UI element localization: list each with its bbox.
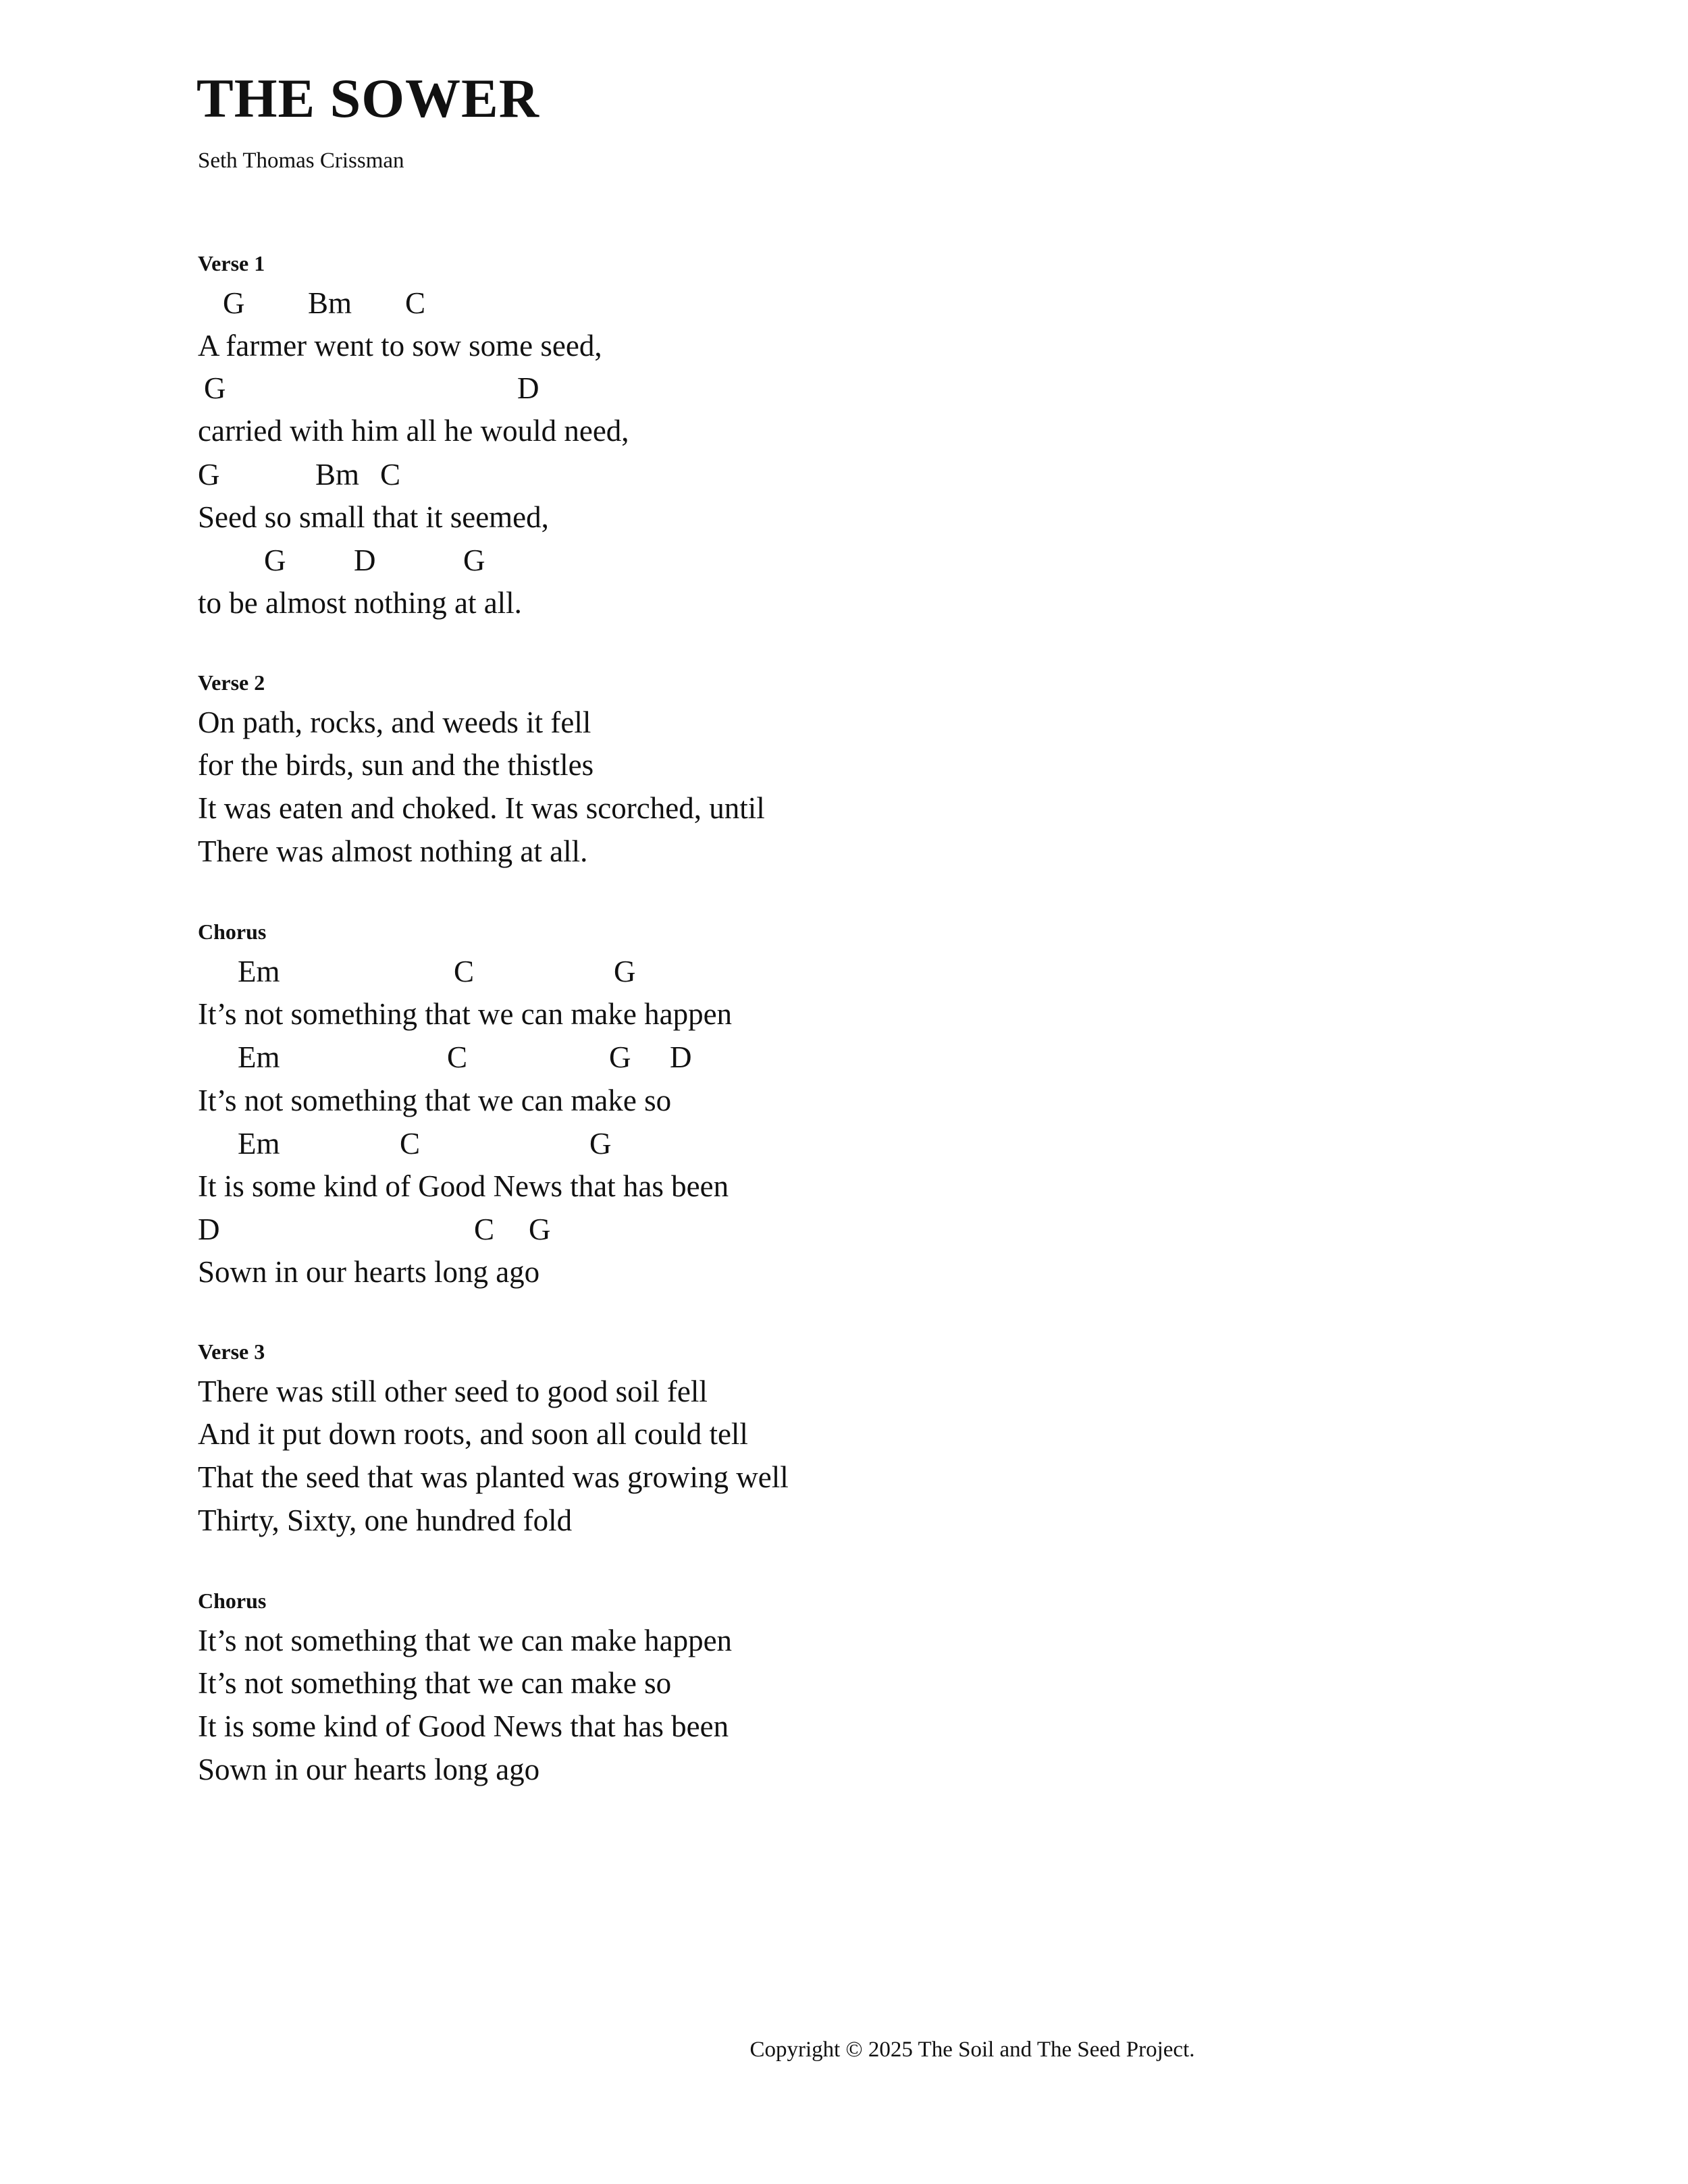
- verse3-heading: Verse 3: [198, 1339, 265, 1364]
- chorus1-chord: Em: [238, 1127, 280, 1161]
- chorus1-chord: G: [589, 1127, 612, 1161]
- chorus2-lyric-line: Sown in our hearts long ago: [198, 1753, 540, 1786]
- chorus1-chord: Em: [238, 1040, 280, 1074]
- chorus1-lyric-line: It is some kind of Good News that has been: [198, 1169, 729, 1203]
- copyright-footer: [0, 2039, 1688, 2061]
- chorus1-chord: C: [400, 1127, 421, 1161]
- chorus2-lyric-line: It’s not something that we can make so: [198, 1666, 672, 1700]
- verse1-chord: Bm: [308, 286, 352, 320]
- verse1-chord: D: [517, 371, 539, 405]
- chorus1-chord: C: [447, 1040, 468, 1074]
- chorus1-chord: Em: [238, 955, 280, 988]
- verse1-lyric-line: to be almost nothing at all.: [198, 586, 522, 620]
- song-title: THE SOWER: [196, 68, 539, 129]
- chorus2-lyric-line: It is some kind of Good News that has been: [198, 1709, 729, 1743]
- verse1-lyric-line: A farmer went to sow some seed,: [198, 329, 602, 363]
- chorus1-lyric-line: It’s not something that we can make so: [198, 1084, 672, 1117]
- verse2-heading: Verse 2: [198, 670, 265, 695]
- chorus1-chord: G: [609, 1040, 631, 1074]
- verse3-lyric-line: That the seed that was planted was growing well: [198, 1460, 789, 1494]
- chorus1-chord: D: [198, 1213, 220, 1246]
- verse1-chord: G: [463, 543, 485, 577]
- verse1-chord: D: [354, 543, 376, 577]
- verse1-chord: C: [405, 286, 426, 320]
- chorus1-lyric-line: It’s not something that we can make happen: [198, 997, 733, 1031]
- verse3-lyric-line: There was still other seed to good soil fell: [198, 1375, 708, 1408]
- chorus1-chord: D: [670, 1040, 692, 1074]
- verse2-lyric-line: for the birds, sun and the thistles: [198, 748, 594, 782]
- verse3-lyric-line: Thirty, Sixty, one hundred fold: [198, 1503, 573, 1537]
- verse1-chord: G: [264, 543, 286, 577]
- chorus1-heading: Chorus: [198, 920, 267, 944]
- verse2-lyric-line: It was eaten and choked. It was scorched, until: [198, 791, 765, 825]
- song-author: Seth Thomas Crissman: [198, 149, 404, 173]
- chorus2-heading: Chorus: [198, 1589, 267, 1613]
- chorus1-chord: C: [454, 955, 475, 988]
- chorus1-chord: G: [614, 955, 636, 988]
- verse1-lyric-line: carried with him all he would need,: [198, 414, 629, 448]
- verse1-lyric-line: Seed so small that it seemed,: [198, 500, 549, 534]
- verse1-chord: Bm: [315, 458, 360, 491]
- verse2-lyric-line: There was almost nothing at all.: [198, 834, 588, 868]
- chorus1-chord: G: [529, 1213, 551, 1246]
- verse1-heading: Verse 1: [198, 251, 265, 275]
- verse2-lyric-line: On path, rocks, and weeds it fell: [198, 705, 591, 739]
- verse1-chord: C: [380, 458, 401, 491]
- verse1-chord: G: [198, 458, 220, 491]
- chorus2-lyric-line: It’s not something that we can make happen: [198, 1624, 733, 1657]
- verse1-chord: G: [204, 371, 226, 405]
- verse3-lyric-line: And it put down roots, and soon all could tell: [198, 1417, 748, 1451]
- verse1-chord: G: [223, 286, 245, 320]
- copyright-text: Copyright © 2025 The Soil and The Seed Project.: [749, 2037, 1195, 2062]
- chorus1-lyric-line: Sown in our hearts long ago: [198, 1255, 540, 1289]
- chorus1-chord: C: [474, 1213, 495, 1246]
